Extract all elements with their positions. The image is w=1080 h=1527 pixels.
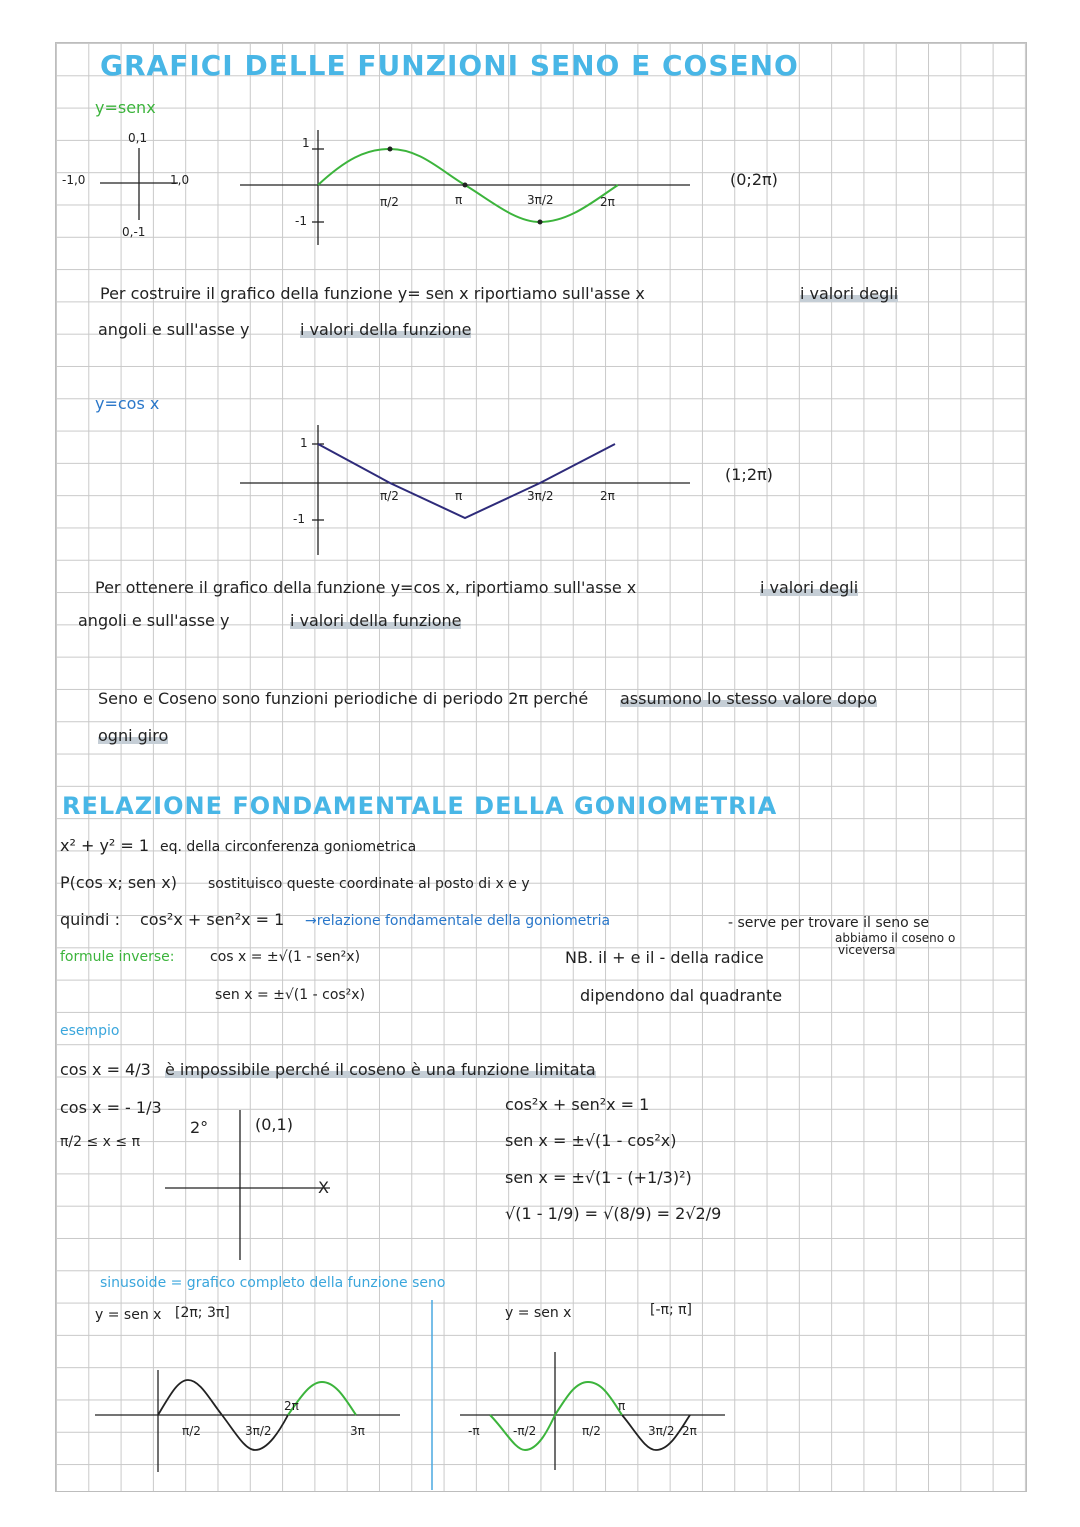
sine-desc-b: i valori degli [800, 284, 899, 303]
sinusoid-left-tick: 3π/2 [245, 1424, 272, 1438]
example-step-1: cos²x + sen²x = 1 [505, 1095, 650, 1114]
cosine-tick-pi: π [455, 489, 463, 503]
example-range: π/2 ≤ x ≤ π [60, 1134, 141, 1150]
sinusoid-left-label: y = sen x [95, 1307, 162, 1323]
sine-point-min [538, 220, 543, 225]
periodic-text-b: assumono lo stesso valore dopo [620, 689, 877, 708]
sinusoid-right-tick: -π/2 [513, 1424, 537, 1438]
cosine-desc-b: i valori degli [760, 578, 859, 597]
sinusoid-right-tick: π [618, 1399, 626, 1413]
sinusoid-left-tick: π/2 [182, 1424, 201, 1438]
sinusoid-definition: sinusoide = grafico completo della funzione seno [100, 1275, 446, 1291]
sinusoid-right-tick: 2π [682, 1424, 697, 1438]
sine-desc-c: angoli e sull'asse y [98, 320, 250, 339]
inverse-formulas-label: formule inverse: [60, 949, 175, 965]
nb-note-2: dipendono dal quadrante [580, 986, 783, 1005]
periodic-text-c: ogni giro [98, 726, 169, 745]
cosine-curve [318, 444, 615, 518]
sine-tick-2pi: 2π [600, 195, 615, 209]
example-impossible-note: è impossibile perché il coseno è una funzione limitata [165, 1060, 596, 1079]
inverse-formula-sen: sen x = ±√(1 - cos²x) [215, 987, 366, 1003]
sinusoid-left-axes [95, 1370, 400, 1472]
example-quadrant: 2° [190, 1118, 209, 1137]
example-cos-minus-third: cos x = - 1/3 [60, 1098, 162, 1117]
sinusoid-left-range: [2π; 3π] [175, 1305, 230, 1321]
sine-period-note: (0;2π) [730, 170, 778, 189]
sine-desc-d: i valori della funzione [300, 320, 472, 339]
sine-label: y=senx [95, 98, 156, 117]
fundamental-identity: cos²x + sen²x = 1 [140, 910, 285, 929]
cosine-tick-3pi-half: 3π/2 [527, 489, 554, 503]
sinusoid-right-label: y = sen x [505, 1305, 572, 1321]
example-step-4: √(1 - 1/9) = √(8/9) = 2√2/9 [505, 1204, 722, 1223]
sinusoid-left-tick: 3π [350, 1424, 365, 1438]
sine-tick-one: 1 [302, 136, 310, 150]
cosine-tick-minus-one: -1 [293, 512, 305, 526]
periodic-text-a: Seno e Coseno sono funzioni periodiche di periodo 2π perché [98, 689, 589, 708]
sine-tick-pi: π [455, 193, 463, 207]
example-step-2: sen x = ±√(1 - cos²x) [505, 1131, 677, 1150]
cosine-tick-one: 1 [300, 436, 308, 450]
cosine-label: y=cos x [95, 394, 160, 413]
sine-desc-a: Per costruire il grafico della funzione y= sen x riportiamo sull'asse x [100, 284, 645, 303]
sine-tick-pi-half: π/2 [380, 195, 399, 209]
sinusoid-right-tick: -π [468, 1424, 480, 1438]
cosine-tick-pi-half: π/2 [380, 489, 399, 503]
cosine-desc-a: Per ottenere il grafico della funzione y=cos x, riportiamo sull'asse x [95, 578, 637, 597]
cosine-period-note: (1;2π) [725, 465, 773, 484]
unit-point-bottom: 0,-1 [122, 225, 146, 239]
sine-point-max [388, 147, 393, 152]
section-title-graphs: GRAFICI DELLE FUNZIONI SENO E COSENO [100, 49, 799, 82]
cosine-desc-c: angoli e sull'asse y [78, 611, 230, 630]
sinusoid-right-range: [-π; π] [650, 1302, 692, 1318]
sinusoid-right-axes [460, 1352, 725, 1470]
point-coords: P(cos x; sen x) [60, 873, 177, 892]
example-x-axis: X [318, 1178, 329, 1197]
sinusoid-right-green2 [555, 1382, 622, 1415]
sinusoid-right-tick: 3π/2 [648, 1424, 675, 1438]
sine-tick-minus-one: -1 [295, 214, 307, 228]
cosine-tick-2pi: 2π [600, 489, 615, 503]
unit-cross [100, 148, 178, 220]
example-label: esempio [60, 1023, 120, 1039]
fundamental-identity-note: →relazione fondamentale della goniometria [305, 913, 611, 929]
section-title-relation: RELAZIONE FONDAMENTALE DELLA GONIOMETRIA [62, 792, 778, 820]
example-point: (0,1) [255, 1115, 293, 1134]
nb-note: NB. il + e il - della radice [565, 948, 764, 967]
example-step-3: sen x = ±√(1 - (+1/3)²) [505, 1168, 692, 1187]
circle-equation: x² + y² = 1 [60, 836, 150, 855]
unit-point-left: -1,0 [62, 173, 86, 187]
sinusoid-left-tick: 2π [284, 1399, 299, 1413]
sine-point-pi [463, 183, 468, 188]
unit-point-right: 1,0 [170, 173, 190, 187]
example-cos-four-thirds: cos x = 4/3 [60, 1060, 151, 1079]
cosine-desc-d: i valori della funzione [290, 611, 462, 630]
inverse-formula-cos: cos x = ±√(1 - sen²x) [210, 949, 361, 965]
sine-tick-3pi-half: 3π/2 [527, 193, 554, 207]
serve-note-2: abbiamo il coseno o [835, 931, 956, 945]
point-coords-note: sostituisco queste coordinate al posto di x e y [208, 876, 530, 892]
quindi-label: quindi : [60, 910, 120, 929]
circle-equation-note: eq. della circonferenza goniometrica [160, 839, 417, 855]
serve-note-3: viceversa [838, 943, 896, 957]
sinusoid-right-tick: π/2 [582, 1424, 601, 1438]
unit-point-top: 0,1 [128, 131, 148, 145]
serve-note: - serve per trovare il seno se [728, 915, 930, 931]
